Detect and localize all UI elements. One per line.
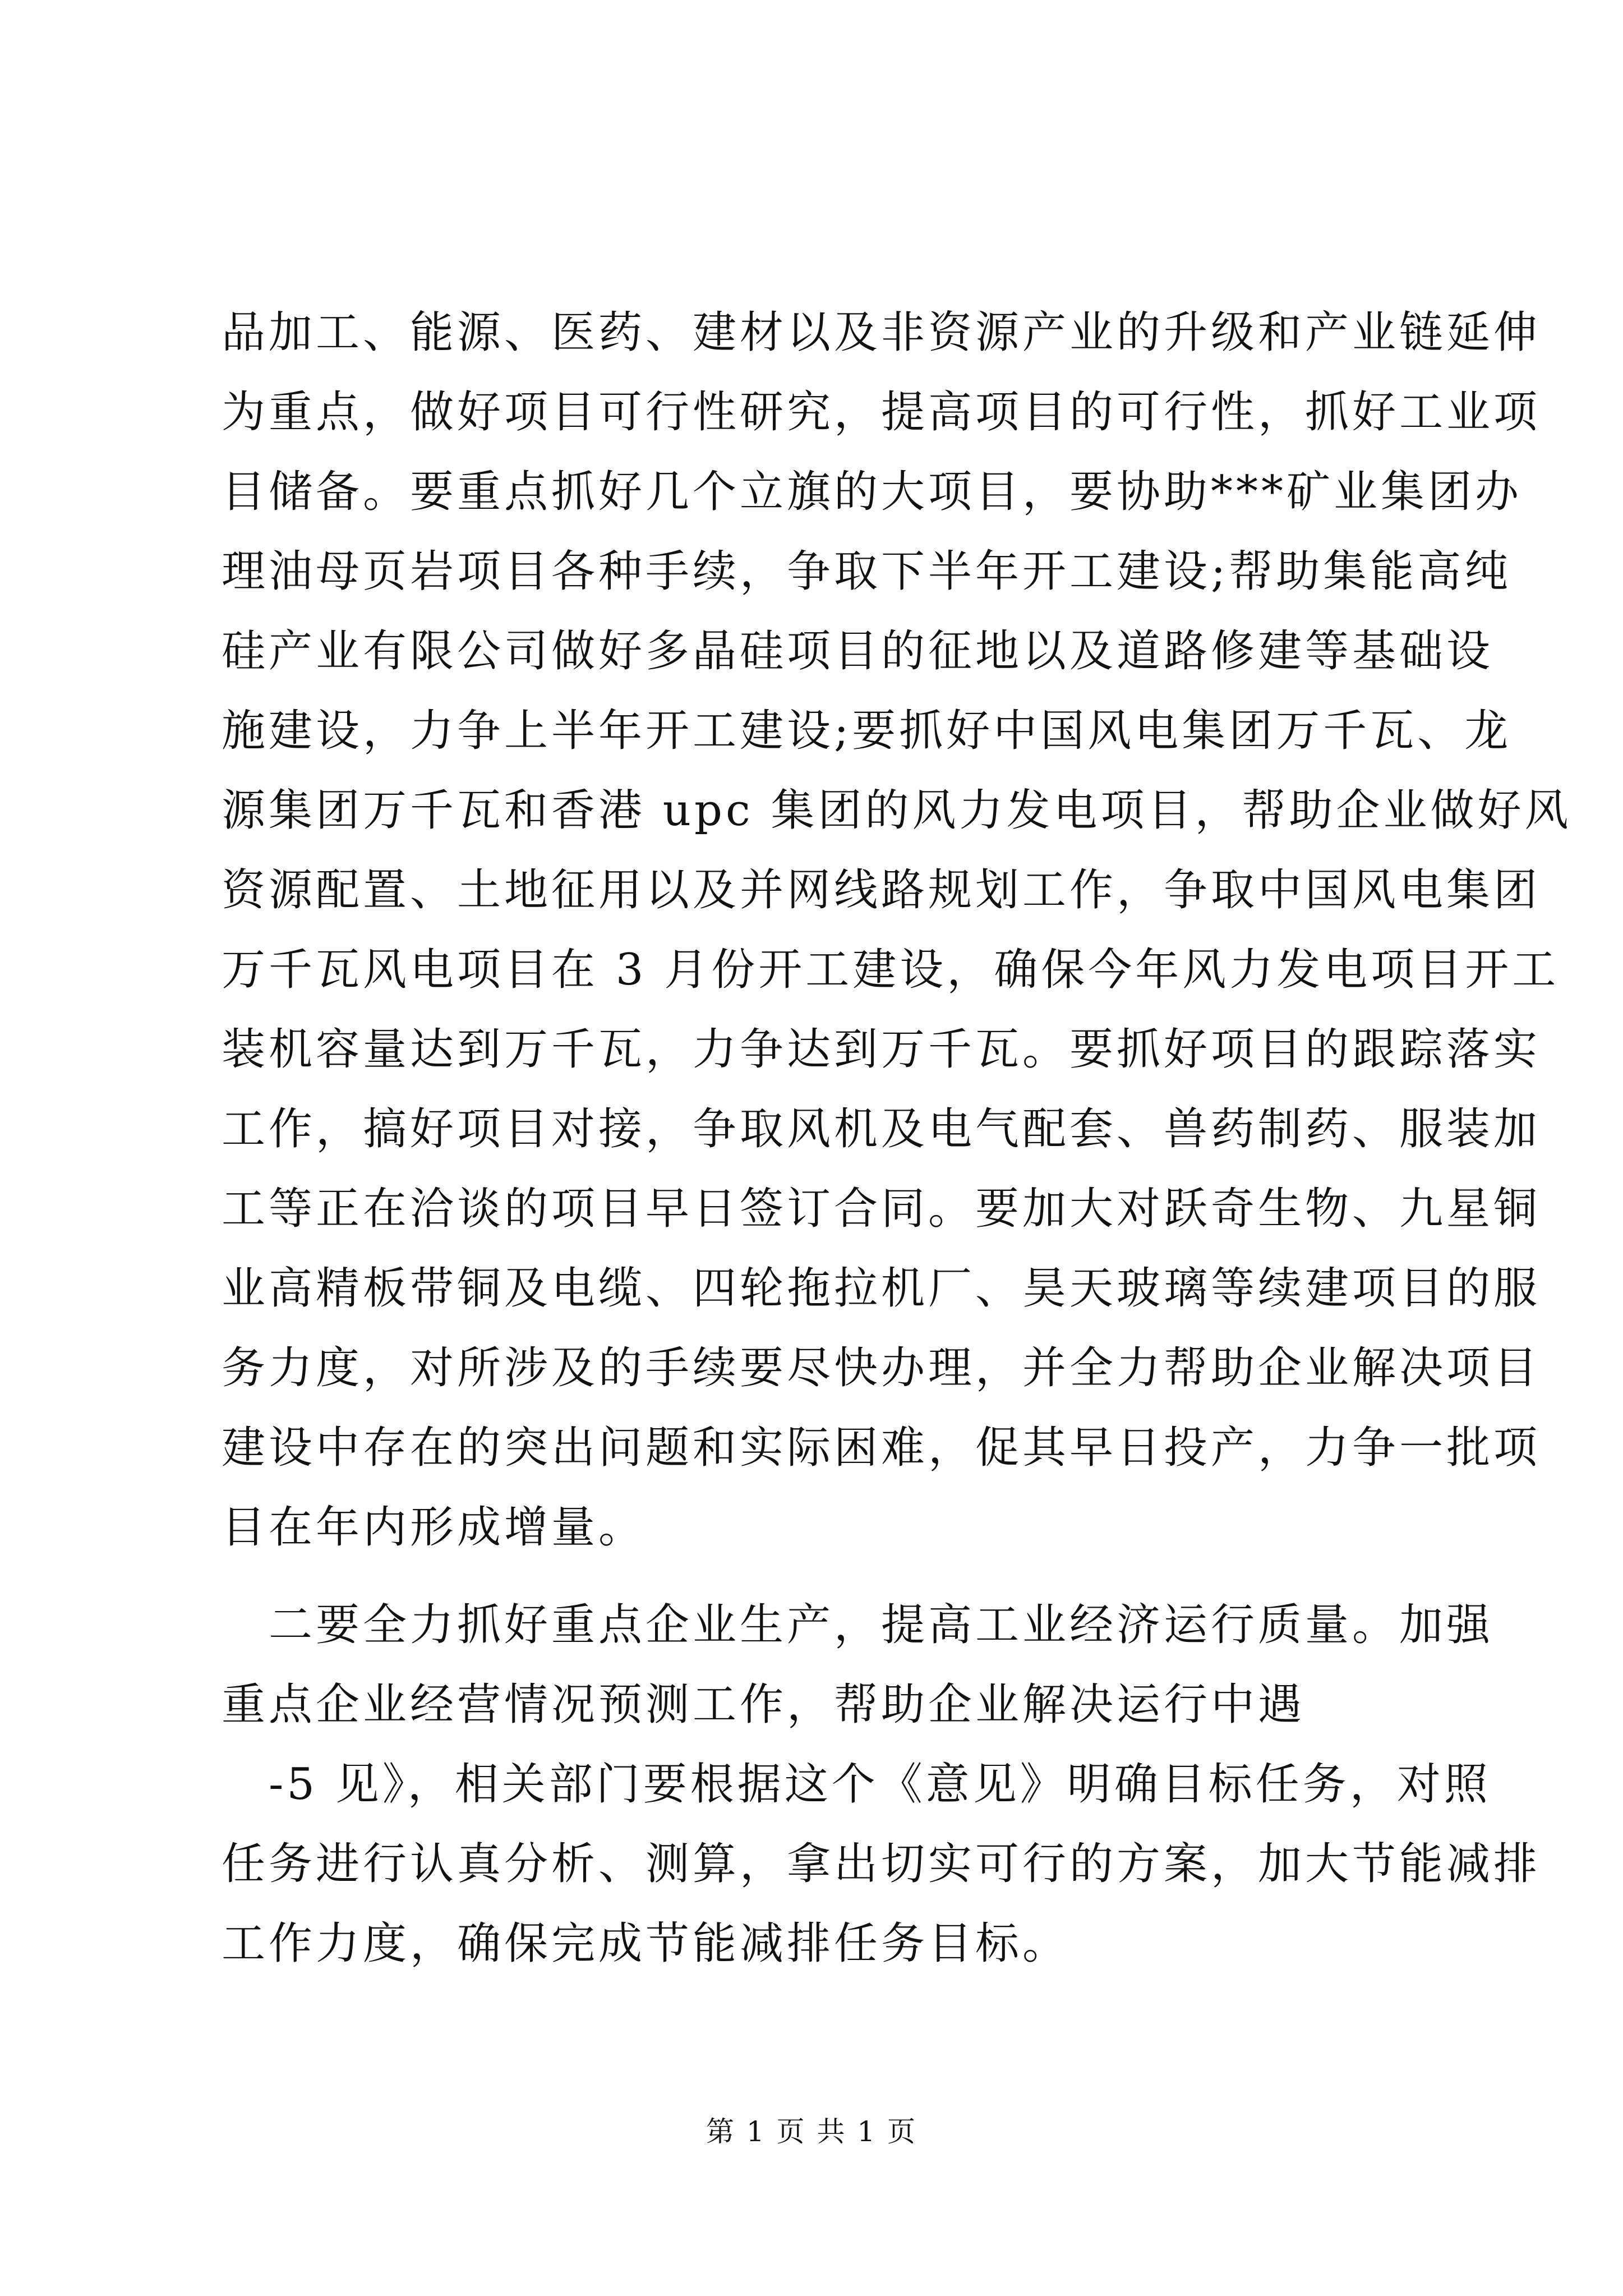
text-line: 二要全力抓好重点企业生产，提高工业经济运行质量。加强 [222,1600,1494,1650]
text-line: 硅产业有限公司做好多晶硅项目的征地以及道路修建等基础设 [222,626,1494,677]
text-line: 目储备。要重点抓好几个立旗的大项目，要协助***矿业集团办 [222,467,1523,517]
document-body [222,293,1572,1984]
page-footer [0,2109,1623,2150]
text-line: 工作，搞好项目对接，争取风机及电气配套、兽药制药、服装加 [222,1104,1541,1154]
text-line: 业高精板带铜及电缆、四轮拖拉机厂、昊天玻璃等续建项目的服 [222,1263,1541,1314]
text-line: 理油母页岩项目各种手续，争取下半年开工建设;帮助集能高纯 [222,546,1512,597]
paragraph [222,1585,1494,1745]
text-line: 建设中存在的突出问题和实际困难，促其早日投产，力争一批项 [222,1423,1541,1473]
text-line: 为重点，做好项目可行性研究，提高项目的可行性，抓好工业项 [222,387,1541,438]
text-line: 务力度，对所涉及的手续要尽快办理，并全力帮助企业解决项目 [222,1343,1541,1393]
paragraph [222,1745,1541,1984]
text-line: 目在年内形成增量。 [222,1502,646,1553]
text-line: 重点企业经营情况预测工作，帮助企业解决运行中遇 [222,1680,1306,1730]
text-line: 任务进行认真分析、测算，拿出切实可行的方案，加大节能减排 [222,1839,1541,1889]
text-line: 资源配置、土地征用以及并网线路规划工作，争取中国风电集团 [222,865,1541,915]
paragraph [222,293,1572,1567]
text-line: 工等正在洽谈的项目早日签订合同。要加大对跃奇生物、九星铜 [222,1184,1541,1234]
text-line: 品加工、能源、医药、建材以及非资源产业的升级和产业链延伸 [222,307,1541,358]
text-line: 源集团万千瓦和香港 upc 集团的风力发电项目，帮助企业做好风 [222,785,1572,836]
text-line: 万千瓦风电项目在 3 月份开工建设，确保今年风力发电项目开工 [222,945,1560,995]
text-line: 装机容量达到万千瓦，力争达到万千瓦。要抓好项目的跟踪落实 [222,1024,1541,1075]
text-line: 工作力度，确保完成节能减排任务目标。 [222,1918,1070,1969]
page-number-label: 第 1 页 共 1 页 [706,2115,917,2148]
text-line: -5 见》，相关部门要根据这个《意见》明确目标任务，对照 [222,1759,1491,1810]
text-line: 施建设，力争上半年开工建设;要抓好中国风电集团万千瓦、龙 [222,706,1512,756]
